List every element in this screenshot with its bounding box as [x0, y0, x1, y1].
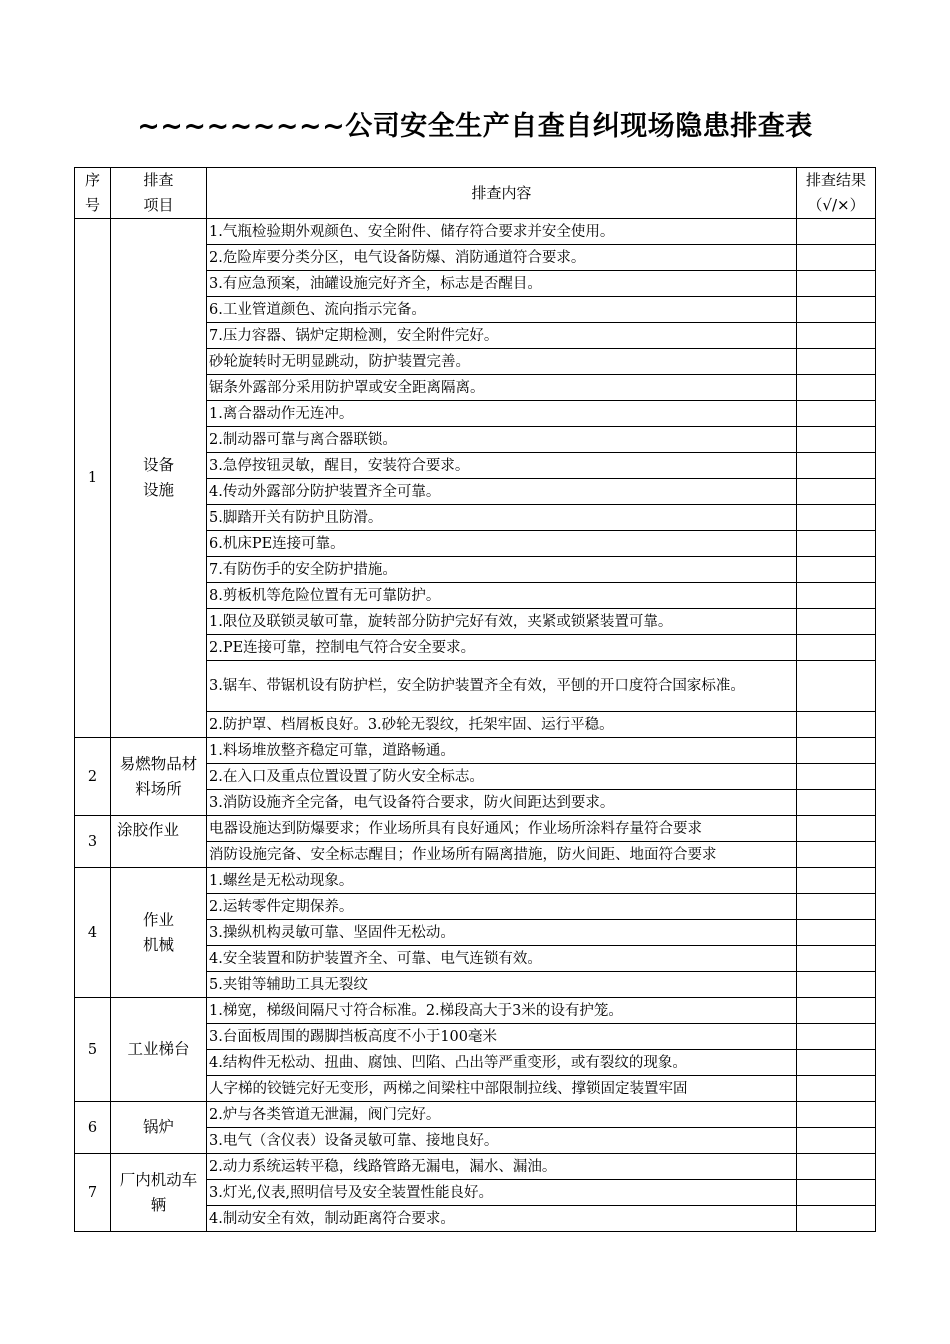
result-cell[interactable]: [797, 635, 876, 661]
check-item: 7.有防伤手的安全防护措施。: [207, 557, 797, 583]
result-cell[interactable]: [797, 712, 876, 738]
result-cell[interactable]: [797, 375, 876, 401]
table-row: [75, 738, 876, 764]
result-cell[interactable]: [797, 583, 876, 609]
check-item: 7.压力容器、锅炉定期检测，安全附件完好。: [207, 323, 797, 349]
check-item: 1.料场堆放整齐稳定可靠，道路畅通。: [207, 738, 797, 764]
check-item: 2.炉与各类管道无泄漏，阀门完好。: [207, 1102, 797, 1128]
result-cell[interactable]: [797, 219, 876, 245]
header-result: [797, 168, 876, 219]
group-seq: 1: [75, 219, 111, 738]
result-cell[interactable]: [797, 453, 876, 479]
table-row: [75, 816, 876, 842]
result-cell[interactable]: [797, 609, 876, 635]
result-cell[interactable]: [797, 245, 876, 271]
group-category: 易燃物品材 料场所: [111, 738, 207, 816]
group-seq: 4: [75, 868, 111, 998]
table-row: [75, 219, 876, 245]
check-item: 1.螺丝是无松动现象。: [207, 868, 797, 894]
table-row: [75, 1102, 876, 1128]
check-item: 3.灯光,仪表,照明信号及安全装置性能良好。: [207, 1180, 797, 1206]
check-item: 锯条外露部分采用防护罩或安全距离隔离。: [207, 375, 797, 401]
group-category: 作业 机械: [111, 868, 207, 998]
table-row: [75, 998, 876, 1024]
check-item: 4.传动外露部分防护装置齐全可靠。: [207, 479, 797, 505]
group-seq: 6: [75, 1102, 111, 1154]
table-body: [75, 219, 876, 1232]
group-category: 锅炉: [111, 1102, 207, 1154]
result-cell[interactable]: [797, 998, 876, 1024]
result-cell[interactable]: [797, 1050, 876, 1076]
result-cell[interactable]: [797, 972, 876, 998]
result-cell[interactable]: [797, 1206, 876, 1232]
check-item: 2.在入口及重点位置设置了防火安全标志。: [207, 764, 797, 790]
group-seq: 7: [75, 1154, 111, 1232]
check-item: 消防设施完备、安全标志醒目；作业场所有隔离措施，防火间距、地面符合要求: [207, 842, 797, 868]
result-cell[interactable]: [797, 323, 876, 349]
result-cell[interactable]: [797, 738, 876, 764]
check-item: 砂轮旋转时无明显跳动，防护装置完善。: [207, 349, 797, 375]
group-seq: 5: [75, 998, 111, 1102]
check-item: 人字梯的铰链完好无变形，两梯之间梁柱中部限制拉线、撑锁固定装置牢固: [207, 1076, 797, 1102]
header-result-line2: （√/×）: [807, 196, 865, 214]
header-category-line1: 排查: [143, 171, 174, 189]
check-item: 1.离合器动作无连冲。: [207, 401, 797, 427]
result-cell[interactable]: [797, 1128, 876, 1154]
check-item: 1.限位及联锁灵敏可靠，旋转部分防护完好有效，夹紧或锁紧装置可靠。: [207, 609, 797, 635]
result-cell[interactable]: [797, 1076, 876, 1102]
check-item: 2.动力系统运转平稳，线路管路无漏电，漏水、漏油。: [207, 1154, 797, 1180]
group-category: 工业梯台: [111, 998, 207, 1102]
result-cell[interactable]: [797, 401, 876, 427]
result-cell[interactable]: [797, 946, 876, 972]
header-result-line1: 排查结果: [805, 171, 866, 189]
result-cell[interactable]: [797, 349, 876, 375]
check-item: 1.梯宽，梯级间隔尺寸符合标准。2.梯段高大于3米的设有护笼。: [207, 998, 797, 1024]
header-category-line2: 项目: [143, 196, 174, 214]
group-category: 设备 设施: [111, 219, 207, 738]
result-cell[interactable]: [797, 816, 876, 842]
table-row: [75, 1154, 876, 1180]
group-category: 厂内机动车 辆: [111, 1154, 207, 1232]
header-row: [75, 168, 876, 219]
result-cell[interactable]: [797, 1154, 876, 1180]
group-seq: 2: [75, 738, 111, 816]
result-cell[interactable]: [797, 505, 876, 531]
check-item: 3.急停按钮灵敏，醒目，安装符合要求。: [207, 453, 797, 479]
check-item: 2.制动器可靠与离合器联锁。: [207, 427, 797, 453]
check-item: 4.安全装置和防护装置齐全、可靠、电气连锁有效。: [207, 946, 797, 972]
result-cell[interactable]: [797, 531, 876, 557]
check-item: 3.电气（含仪表）设备灵敏可靠、接地良好。: [207, 1128, 797, 1154]
result-cell[interactable]: [797, 764, 876, 790]
check-item: 5.夹钳等辅助工具无裂纹: [207, 972, 797, 998]
check-item: 3.台面板周围的踢脚挡板高度不小于100毫米: [207, 1024, 797, 1050]
group-category: 涂胶作业: [111, 816, 207, 868]
result-cell[interactable]: [797, 868, 876, 894]
result-cell[interactable]: [797, 1102, 876, 1128]
check-item: 6.工业管道颜色、流向指示完备。: [207, 297, 797, 323]
check-item: 4.结构件无松动、扭曲、腐蚀、凹陷、凸出等严重变形，或有裂纹的现象。: [207, 1050, 797, 1076]
header-seq-line1: 序: [84, 171, 100, 189]
header-content: 排查内容: [207, 168, 797, 219]
check-item: 8.剪板机等危险位置有无可靠防护。: [207, 583, 797, 609]
result-cell[interactable]: [797, 297, 876, 323]
result-cell[interactable]: [797, 271, 876, 297]
result-cell[interactable]: [797, 1024, 876, 1050]
check-item: 3.操纵机构灵敏可靠、坚固件无松动。: [207, 920, 797, 946]
check-item: 2.运转零件定期保养。: [207, 894, 797, 920]
group-seq: 3: [75, 816, 111, 868]
result-cell[interactable]: [797, 661, 876, 712]
check-item: 1.气瓶检验期外观颜色、安全附件、储存符合要求并安全使用。: [207, 219, 797, 245]
check-item: 2.防护罩、档屑板良好。3.砂轮无裂纹，托架牢固、运行平稳。: [207, 712, 797, 738]
header-category: [111, 168, 207, 219]
inspection-table: [74, 167, 876, 1232]
result-cell[interactable]: [797, 894, 876, 920]
result-cell[interactable]: [797, 920, 876, 946]
table-row: [75, 868, 876, 894]
check-item: 2.PE连接可靠，控制电气符合安全要求。: [207, 635, 797, 661]
header-seq: [75, 168, 111, 219]
check-item: 3.有应急预案，油罐设施完好齐全，标志是否醒目。: [207, 271, 797, 297]
result-cell[interactable]: [797, 842, 876, 868]
result-cell[interactable]: [797, 1180, 876, 1206]
check-item: 电器设施达到防爆要求；作业场所具有良好通风；作业场所涂料存量符合要求: [207, 816, 797, 842]
result-cell[interactable]: [797, 557, 876, 583]
check-item: 3.锯车、带锯机设有防护栏，安全防护装置齐全有效，平刨的开口度符合国家标准。: [207, 661, 797, 712]
check-item: 6.机床PE连接可靠。: [207, 531, 797, 557]
check-item: 3.消防设施齐全完备，电气设备符合要求，防火间距达到要求。: [207, 790, 797, 816]
result-cell[interactable]: [797, 427, 876, 453]
result-cell[interactable]: [797, 790, 876, 816]
document-title: ~~~~~~~~~公司安全生产自查自纠现场隐患排查表: [137, 111, 813, 142]
result-cell[interactable]: [797, 479, 876, 505]
check-item: 5.脚踏开关有防护且防滑。: [207, 505, 797, 531]
check-item: 2.危险库要分类分区，电气设备防爆、消防通道符合要求。: [207, 245, 797, 271]
check-item: 4.制动安全有效，制动距离符合要求。: [207, 1206, 797, 1232]
header-seq-line2: 号: [84, 196, 100, 214]
